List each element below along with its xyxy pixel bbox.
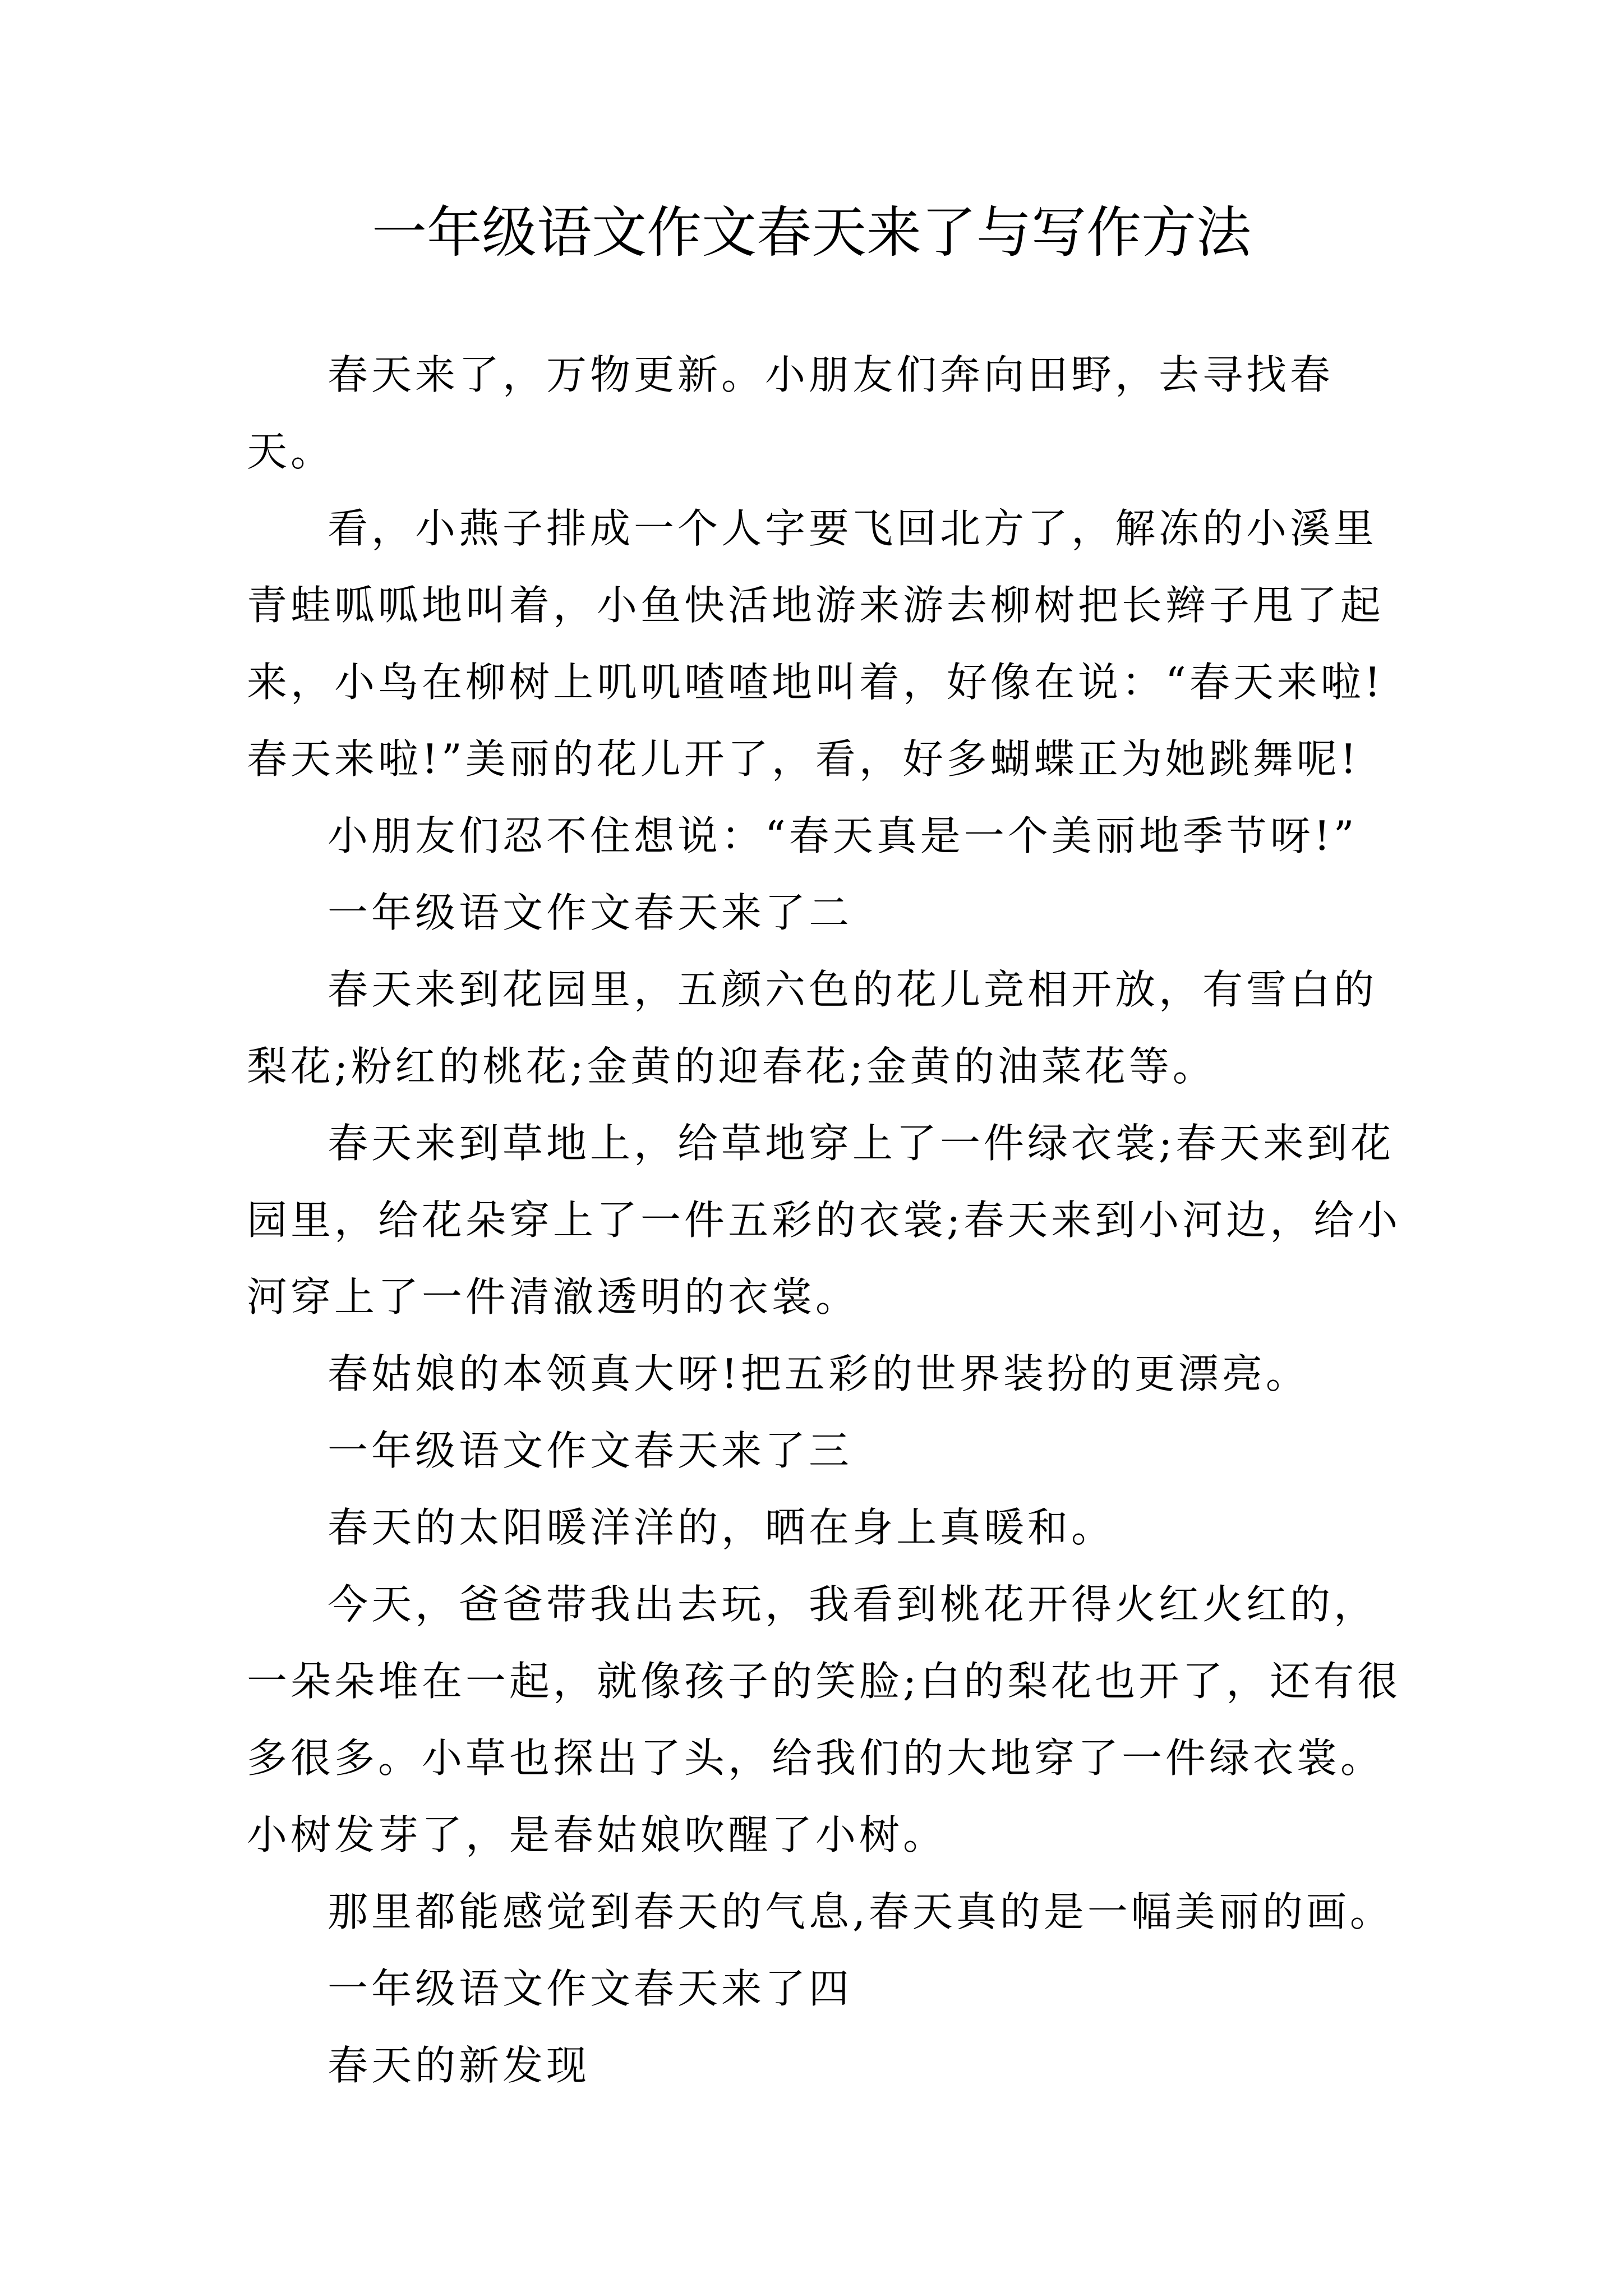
paragraph: 今天，爸爸带我出去玩，我看到桃花开得火红火红的，一朵朵堆在一起，就像孩子的笑脸;白的梨花也开了，还有很多很多。小草也探出了头，给我们的大地穿了一件绿衣裳。小树发芽了，是春姑娘吹醒了小树。: [247, 1581, 1401, 1858]
paragraph: 看，小燕子排成一个人字要飞回北方了，解冻的小溪里青蛙呱呱地叫着，小鱼快活地游来游去柳树把长辫子甩了起来，小鸟在柳树上叽叽喳喳地叫着，好像在说：“春天来啦!春天来啦!”美丽的花儿开了，看，好多蝴蝶正为她跳舞呢!: [247, 505, 1385, 783]
paragraph: 春天的新发现: [328, 2042, 591, 2089]
paragraph: 小朋友们忍不住想说：“春天真是一个美丽地季节呀!”: [328, 812, 1358, 859]
document-body: [247, 337, 1408, 2104]
paragraph: 那里都能感觉到春天的气息,春天真的是一幅美丽的画。: [328, 1888, 1394, 1935]
paragraph: 春天来了，万物更新。小朋友们奔向田野，去寻找春天。: [247, 351, 1334, 475]
paragraph: 春天的太阳暖洋洋的，晒在身上真暖和。: [328, 1504, 1115, 1551]
paragraph: 春天来到草地上，给草地穿上了一件绿衣裳;春天来到花园里，给花朵穿上了一件五彩的衣裳;春天来到小河边，给小河穿上了一件清澈透明的衣裳。: [247, 1120, 1401, 1320]
section-heading: 一年级语文作文春天来了二: [328, 889, 853, 936]
document-title: 一年级语文作文春天来了与写作方法: [371, 201, 1251, 265]
paragraph: 春姑娘的本领真大呀!把五彩的世界装扮的更漂亮。: [328, 1350, 1310, 1397]
section-heading: 一年级语文作文春天来了三: [328, 1427, 853, 1474]
paragraph: 春天来到花园里，五颜六色的花儿竞相开放，有雪白的梨花;粉红的桃花;金黄的迎春花;金黄的油菜花等。: [247, 966, 1378, 1090]
section-heading: 一年级语文作文春天来了四: [328, 1965, 853, 2012]
